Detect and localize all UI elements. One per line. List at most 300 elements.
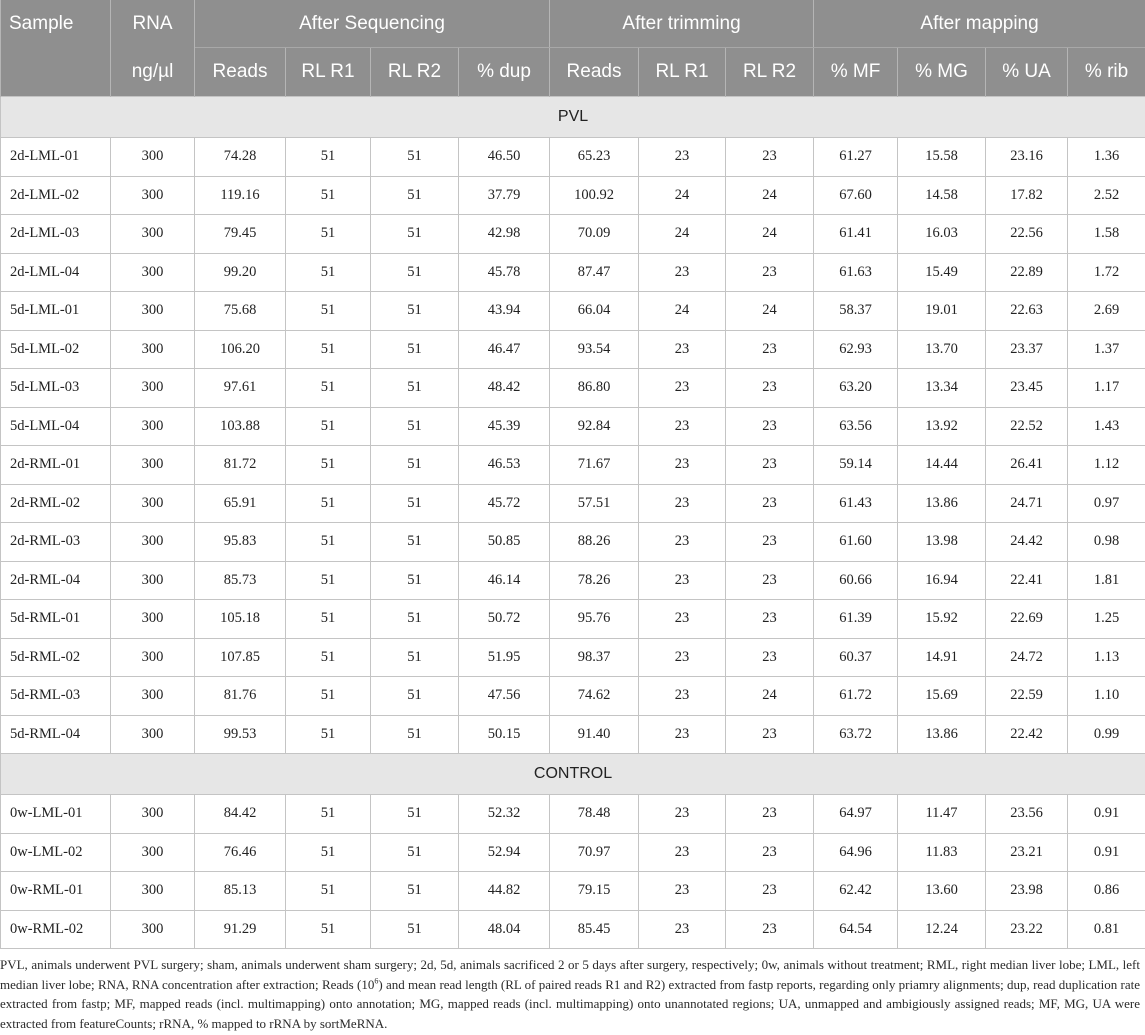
cell-value: 15.92 <box>898 600 986 639</box>
cell-value: 23.98 <box>986 872 1068 911</box>
cell-value: 24 <box>726 677 814 716</box>
cell-value: 81.76 <box>195 677 286 716</box>
table-row <box>1 715 1145 754</box>
cell-value: 51 <box>286 715 371 754</box>
cell-value: 85.13 <box>195 872 286 911</box>
cell-value: 45.39 <box>459 407 550 446</box>
table-row <box>1 638 1145 677</box>
cell-value: 1.72 <box>1068 253 1145 292</box>
table-row <box>1 407 1145 446</box>
cell-value: 300 <box>111 910 195 949</box>
cell-value: 15.49 <box>898 253 986 292</box>
table-row <box>1 795 1145 834</box>
cell-value: 51 <box>371 715 459 754</box>
table-header <box>1 0 1145 97</box>
cell-sample: 5d-LML-04 <box>1 407 111 446</box>
cell-value: 51 <box>286 523 371 562</box>
cell-value: 64.54 <box>814 910 898 949</box>
section-title: CONTROL <box>1 754 1145 795</box>
cell-value: 87.47 <box>550 253 639 292</box>
cell-value: 51 <box>371 484 459 523</box>
cell-value: 91.40 <box>550 715 639 754</box>
cell-value: 13.92 <box>898 407 986 446</box>
cell-value: 13.98 <box>898 523 986 562</box>
cell-value: 51 <box>286 253 371 292</box>
cell-value: 2.52 <box>1068 176 1145 215</box>
cell-value: 1.36 <box>1068 138 1145 177</box>
cell-sample: 5d-RML-01 <box>1 600 111 639</box>
cell-value: 11.47 <box>898 795 986 834</box>
cell-value: 0.97 <box>1068 484 1145 523</box>
cell-value: 22.52 <box>986 407 1068 446</box>
cell-sample: 2d-LML-04 <box>1 253 111 292</box>
cell-value: 46.47 <box>459 330 550 369</box>
cell-value: 22.41 <box>986 561 1068 600</box>
cell-value: 22.69 <box>986 600 1068 639</box>
cell-value: 66.04 <box>550 292 639 331</box>
cell-sample: 5d-RML-03 <box>1 677 111 716</box>
table-row <box>1 176 1145 215</box>
cell-value: 300 <box>111 715 195 754</box>
header-sample: Sample <box>1 0 111 48</box>
cell-value: 16.03 <box>898 215 986 254</box>
cell-value: 23.37 <box>986 330 1068 369</box>
cell-value: 22.56 <box>986 215 1068 254</box>
cell-value: 61.63 <box>814 253 898 292</box>
cell-value: 24 <box>726 176 814 215</box>
cell-value: 1.58 <box>1068 215 1145 254</box>
cell-value: 24.72 <box>986 638 1068 677</box>
cell-value: 51 <box>371 910 459 949</box>
header-trim-reads: Reads <box>550 48 639 97</box>
cell-value: 23.22 <box>986 910 1068 949</box>
cell-value: 65.23 <box>550 138 639 177</box>
cell-value: 51 <box>286 872 371 911</box>
cell-sample: 0w-RML-02 <box>1 910 111 949</box>
cell-value: 51 <box>286 833 371 872</box>
cell-value: 26.41 <box>986 446 1068 485</box>
cell-value: 52.94 <box>459 833 550 872</box>
cell-value: 24 <box>639 176 726 215</box>
cell-value: 99.53 <box>195 715 286 754</box>
cell-value: 19.01 <box>898 292 986 331</box>
cell-value: 51 <box>371 176 459 215</box>
cell-value: 52.32 <box>459 795 550 834</box>
cell-value: 300 <box>111 795 195 834</box>
cell-value: 51 <box>371 833 459 872</box>
cell-value: 13.86 <box>898 715 986 754</box>
cell-value: 12.24 <box>898 910 986 949</box>
cell-sample: 2d-RML-03 <box>1 523 111 562</box>
header-group-after-trimming: After trimming <box>550 0 814 48</box>
footnote-superscript: 6 <box>374 976 379 986</box>
cell-value: 51 <box>286 330 371 369</box>
table-row <box>1 446 1145 485</box>
cell-value: 46.14 <box>459 561 550 600</box>
cell-value: 62.42 <box>814 872 898 911</box>
cell-value: 0.81 <box>1068 910 1145 949</box>
cell-sample: 5d-RML-02 <box>1 638 111 677</box>
cell-value: 51 <box>286 446 371 485</box>
cell-value: 61.41 <box>814 215 898 254</box>
cell-value: 95.76 <box>550 600 639 639</box>
cell-value: 23 <box>639 484 726 523</box>
cell-value: 93.54 <box>550 330 639 369</box>
cell-value: 88.26 <box>550 523 639 562</box>
cell-value: 51 <box>371 677 459 716</box>
cell-value: 48.42 <box>459 369 550 408</box>
cell-value: 23 <box>639 872 726 911</box>
cell-value: 51 <box>371 215 459 254</box>
cell-value: 106.20 <box>195 330 286 369</box>
cell-value: 13.34 <box>898 369 986 408</box>
cell-value: 45.72 <box>459 484 550 523</box>
cell-value: 64.97 <box>814 795 898 834</box>
cell-value: 1.37 <box>1068 330 1145 369</box>
cell-sample: 2d-LML-01 <box>1 138 111 177</box>
header-group-after-mapping: After mapping <box>814 0 1145 48</box>
cell-value: 23 <box>726 715 814 754</box>
cell-sample: 0w-RML-01 <box>1 872 111 911</box>
table-row <box>1 215 1145 254</box>
table-row <box>1 833 1145 872</box>
cell-value: 300 <box>111 292 195 331</box>
cell-value: 51 <box>371 253 459 292</box>
cell-value: 61.27 <box>814 138 898 177</box>
cell-value: 24.42 <box>986 523 1068 562</box>
cell-value: 15.69 <box>898 677 986 716</box>
cell-value: 79.45 <box>195 215 286 254</box>
cell-value: 51 <box>371 407 459 446</box>
cell-value: 23 <box>726 138 814 177</box>
cell-value: 78.26 <box>550 561 639 600</box>
header-seq-dup: % dup <box>459 48 550 97</box>
table-row <box>1 292 1145 331</box>
cell-value: 1.25 <box>1068 600 1145 639</box>
cell-value: 63.72 <box>814 715 898 754</box>
cell-value: 24 <box>726 215 814 254</box>
table-row <box>1 253 1145 292</box>
cell-value: 23 <box>726 523 814 562</box>
cell-value: 23.45 <box>986 369 1068 408</box>
cell-value: 23 <box>726 407 814 446</box>
cell-value: 51 <box>371 795 459 834</box>
cell-value: 300 <box>111 561 195 600</box>
cell-value: 58.37 <box>814 292 898 331</box>
cell-value: 13.70 <box>898 330 986 369</box>
cell-value: 51 <box>286 561 371 600</box>
section-row <box>1 754 1145 795</box>
cell-value: 48.04 <box>459 910 550 949</box>
cell-value: 23 <box>639 715 726 754</box>
cell-value: 57.51 <box>550 484 639 523</box>
cell-value: 105.18 <box>195 600 286 639</box>
cell-value: 50.72 <box>459 600 550 639</box>
cell-value: 51 <box>286 677 371 716</box>
cell-value: 23 <box>639 523 726 562</box>
header-map-mf: % MF <box>814 48 898 97</box>
cell-value: 300 <box>111 872 195 911</box>
cell-value: 23 <box>726 253 814 292</box>
header-rna-unit: ng/µl <box>111 48 195 97</box>
cell-sample: 5d-LML-03 <box>1 369 111 408</box>
cell-value: 300 <box>111 638 195 677</box>
header-seq-reads: Reads <box>195 48 286 97</box>
cell-value: 65.91 <box>195 484 286 523</box>
cell-value: 61.39 <box>814 600 898 639</box>
cell-value: 91.29 <box>195 910 286 949</box>
cell-value: 1.10 <box>1068 677 1145 716</box>
cell-value: 23.56 <box>986 795 1068 834</box>
cell-value: 51 <box>371 561 459 600</box>
cell-value: 300 <box>111 138 195 177</box>
cell-value: 11.83 <box>898 833 986 872</box>
cell-value: 95.83 <box>195 523 286 562</box>
cell-value: 23 <box>639 561 726 600</box>
cell-value: 300 <box>111 600 195 639</box>
cell-value: 17.82 <box>986 176 1068 215</box>
cell-value: 23 <box>639 369 726 408</box>
cell-value: 92.84 <box>550 407 639 446</box>
cell-value: 22.89 <box>986 253 1068 292</box>
cell-value: 103.88 <box>195 407 286 446</box>
table-row <box>1 910 1145 949</box>
header-map-mg: % MG <box>898 48 986 97</box>
cell-value: 1.81 <box>1068 561 1145 600</box>
cell-value: 300 <box>111 176 195 215</box>
cell-value: 300 <box>111 253 195 292</box>
cell-value: 23 <box>726 561 814 600</box>
cell-value: 59.14 <box>814 446 898 485</box>
cell-value: 42.98 <box>459 215 550 254</box>
cell-value: 51 <box>371 523 459 562</box>
cell-value: 24 <box>639 292 726 331</box>
cell-value: 74.28 <box>195 138 286 177</box>
cell-value: 0.91 <box>1068 833 1145 872</box>
section-row <box>1 97 1145 138</box>
table-row <box>1 561 1145 600</box>
cell-value: 62.93 <box>814 330 898 369</box>
cell-value: 300 <box>111 446 195 485</box>
table-row <box>1 677 1145 716</box>
cell-value: 61.72 <box>814 677 898 716</box>
cell-value: 23 <box>726 833 814 872</box>
table-body <box>1 97 1145 949</box>
footnote-text-b: ) and mean read length (RL of paired reads R1 and R2) extracted from fastp reports, regarding only priamry alignments; dup, read duplication rate extracted from fastp; MF, mapped reads (incl. multimapping) onto annotation; MG, mapped reads (incl. multimapping) onto unannotated regions; UA, unmapped and ambigiously assigned reads; MF, MG, UA were extracted from featureCounts; rRNA, % mapped to rRNA by sortMeRNA. <box>0 976 1141 1031</box>
cell-value: 51 <box>286 176 371 215</box>
cell-value: 22.63 <box>986 292 1068 331</box>
cell-value: 13.60 <box>898 872 986 911</box>
cell-value: 22.42 <box>986 715 1068 754</box>
cell-value: 1.13 <box>1068 638 1145 677</box>
cell-value: 51 <box>286 795 371 834</box>
cell-value: 23.21 <box>986 833 1068 872</box>
table-row <box>1 330 1145 369</box>
cell-value: 23 <box>639 910 726 949</box>
cell-value: 44.82 <box>459 872 550 911</box>
cell-sample: 5d-RML-04 <box>1 715 111 754</box>
cell-value: 23 <box>639 253 726 292</box>
cell-value: 51 <box>371 600 459 639</box>
cell-value: 75.68 <box>195 292 286 331</box>
header-seq-rl-r2: RL R2 <box>371 48 459 97</box>
cell-value: 23 <box>639 795 726 834</box>
cell-value: 300 <box>111 484 195 523</box>
cell-value: 81.72 <box>195 446 286 485</box>
cell-value: 46.53 <box>459 446 550 485</box>
cell-value: 63.56 <box>814 407 898 446</box>
cell-sample: 2d-RML-02 <box>1 484 111 523</box>
cell-value: 85.45 <box>550 910 639 949</box>
cell-value: 78.48 <box>550 795 639 834</box>
table-row <box>1 138 1145 177</box>
cell-value: 84.42 <box>195 795 286 834</box>
cell-value: 67.60 <box>814 176 898 215</box>
cell-value: 23 <box>639 330 726 369</box>
header-map-rib: % rib <box>1068 48 1145 97</box>
cell-value: 51 <box>286 138 371 177</box>
cell-value: 60.37 <box>814 638 898 677</box>
cell-value: 14.91 <box>898 638 986 677</box>
cell-sample: 2d-RML-04 <box>1 561 111 600</box>
cell-value: 43.94 <box>459 292 550 331</box>
cell-value: 51.95 <box>459 638 550 677</box>
cell-value: 23 <box>639 677 726 716</box>
cell-value: 51 <box>371 369 459 408</box>
cell-value: 24 <box>639 215 726 254</box>
cell-value: 64.96 <box>814 833 898 872</box>
cell-value: 14.58 <box>898 176 986 215</box>
table-footnote <box>0 955 1140 1033</box>
cell-value: 300 <box>111 330 195 369</box>
cell-value: 23 <box>639 446 726 485</box>
cell-value: 23 <box>639 407 726 446</box>
cell-value: 23 <box>726 446 814 485</box>
header-row-groups <box>1 0 1145 48</box>
cell-value: 51 <box>286 910 371 949</box>
cell-value: 1.43 <box>1068 407 1145 446</box>
cell-value: 300 <box>111 523 195 562</box>
cell-value: 86.80 <box>550 369 639 408</box>
header-sample-blank <box>1 48 111 97</box>
cell-value: 99.20 <box>195 253 286 292</box>
cell-value: 23 <box>726 795 814 834</box>
cell-value: 98.37 <box>550 638 639 677</box>
cell-sample: 5d-LML-01 <box>1 292 111 331</box>
cell-value: 74.62 <box>550 677 639 716</box>
cell-value: 0.99 <box>1068 715 1145 754</box>
cell-value: 23 <box>726 638 814 677</box>
cell-value: 100.92 <box>550 176 639 215</box>
cell-value: 23 <box>726 600 814 639</box>
cell-value: 300 <box>111 369 195 408</box>
header-seq-rl-r1: RL R1 <box>286 48 371 97</box>
cell-value: 70.09 <box>550 215 639 254</box>
cell-value: 23 <box>726 484 814 523</box>
cell-value: 23 <box>726 910 814 949</box>
header-row-subcolumns <box>1 48 1145 97</box>
table-row <box>1 484 1145 523</box>
cell-value: 300 <box>111 833 195 872</box>
cell-value: 107.85 <box>195 638 286 677</box>
cell-value: 50.85 <box>459 523 550 562</box>
table-row <box>1 523 1145 562</box>
section-title: PVL <box>1 97 1145 138</box>
table-row <box>1 369 1145 408</box>
header-map-ua: % UA <box>986 48 1068 97</box>
footnote-text-a: PVL, animals underwent PVL surgery; sham, animals underwent sham surgery; 2d, 5d, animals sacrificed 2 or 5 days after surgery, respectively; 0w, animals without treatment; RML, right median liver lobe; LML, left median liver lobe; RNA, RNA concentration after extraction; Reads (10 <box>0 957 1140 992</box>
cell-value: 51 <box>286 215 371 254</box>
cell-value: 16.94 <box>898 561 986 600</box>
cell-value: 51 <box>371 138 459 177</box>
cell-value: 23 <box>726 330 814 369</box>
cell-value: 63.20 <box>814 369 898 408</box>
cell-value: 14.44 <box>898 446 986 485</box>
cell-sample: 0w-LML-02 <box>1 833 111 872</box>
cell-value: 47.56 <box>459 677 550 716</box>
cell-value: 50.15 <box>459 715 550 754</box>
cell-sample: 0w-LML-01 <box>1 795 111 834</box>
cell-sample: 5d-LML-02 <box>1 330 111 369</box>
cell-value: 61.43 <box>814 484 898 523</box>
header-rna: RNA <box>111 0 195 48</box>
cell-value: 61.60 <box>814 523 898 562</box>
cell-value: 51 <box>371 872 459 911</box>
cell-value: 60.66 <box>814 561 898 600</box>
cell-value: 23.16 <box>986 138 1068 177</box>
cell-value: 300 <box>111 215 195 254</box>
header-trim-rl-r1: RL R1 <box>639 48 726 97</box>
cell-sample: 2d-RML-01 <box>1 446 111 485</box>
cell-value: 51 <box>286 600 371 639</box>
cell-value: 45.78 <box>459 253 550 292</box>
header-trim-rl-r2: RL R2 <box>726 48 814 97</box>
cell-value: 51 <box>371 330 459 369</box>
cell-sample: 2d-LML-02 <box>1 176 111 215</box>
cell-value: 15.58 <box>898 138 986 177</box>
cell-value: 51 <box>286 638 371 677</box>
cell-sample: 2d-LML-03 <box>1 215 111 254</box>
cell-value: 46.50 <box>459 138 550 177</box>
cell-value: 24 <box>726 292 814 331</box>
cell-value: 0.91 <box>1068 795 1145 834</box>
cell-value: 51 <box>286 369 371 408</box>
cell-value: 71.67 <box>550 446 639 485</box>
cell-value: 51 <box>371 292 459 331</box>
table-row <box>1 872 1145 911</box>
cell-value: 70.97 <box>550 833 639 872</box>
cell-value: 51 <box>371 638 459 677</box>
cell-value: 1.12 <box>1068 446 1145 485</box>
cell-value: 2.69 <box>1068 292 1145 331</box>
cell-value: 51 <box>286 484 371 523</box>
cell-value: 24.71 <box>986 484 1068 523</box>
cell-value: 300 <box>111 407 195 446</box>
cell-value: 79.15 <box>550 872 639 911</box>
cell-value: 300 <box>111 677 195 716</box>
cell-value: 13.86 <box>898 484 986 523</box>
cell-value: 51 <box>371 446 459 485</box>
cell-value: 23 <box>639 138 726 177</box>
cell-value: 0.86 <box>1068 872 1145 911</box>
cell-value: 23 <box>639 600 726 639</box>
cell-value: 23 <box>726 872 814 911</box>
cell-value: 23 <box>639 638 726 677</box>
cell-value: 119.16 <box>195 176 286 215</box>
cell-value: 76.46 <box>195 833 286 872</box>
header-group-after-sequencing: After Sequencing <box>195 0 550 48</box>
cell-value: 51 <box>286 407 371 446</box>
